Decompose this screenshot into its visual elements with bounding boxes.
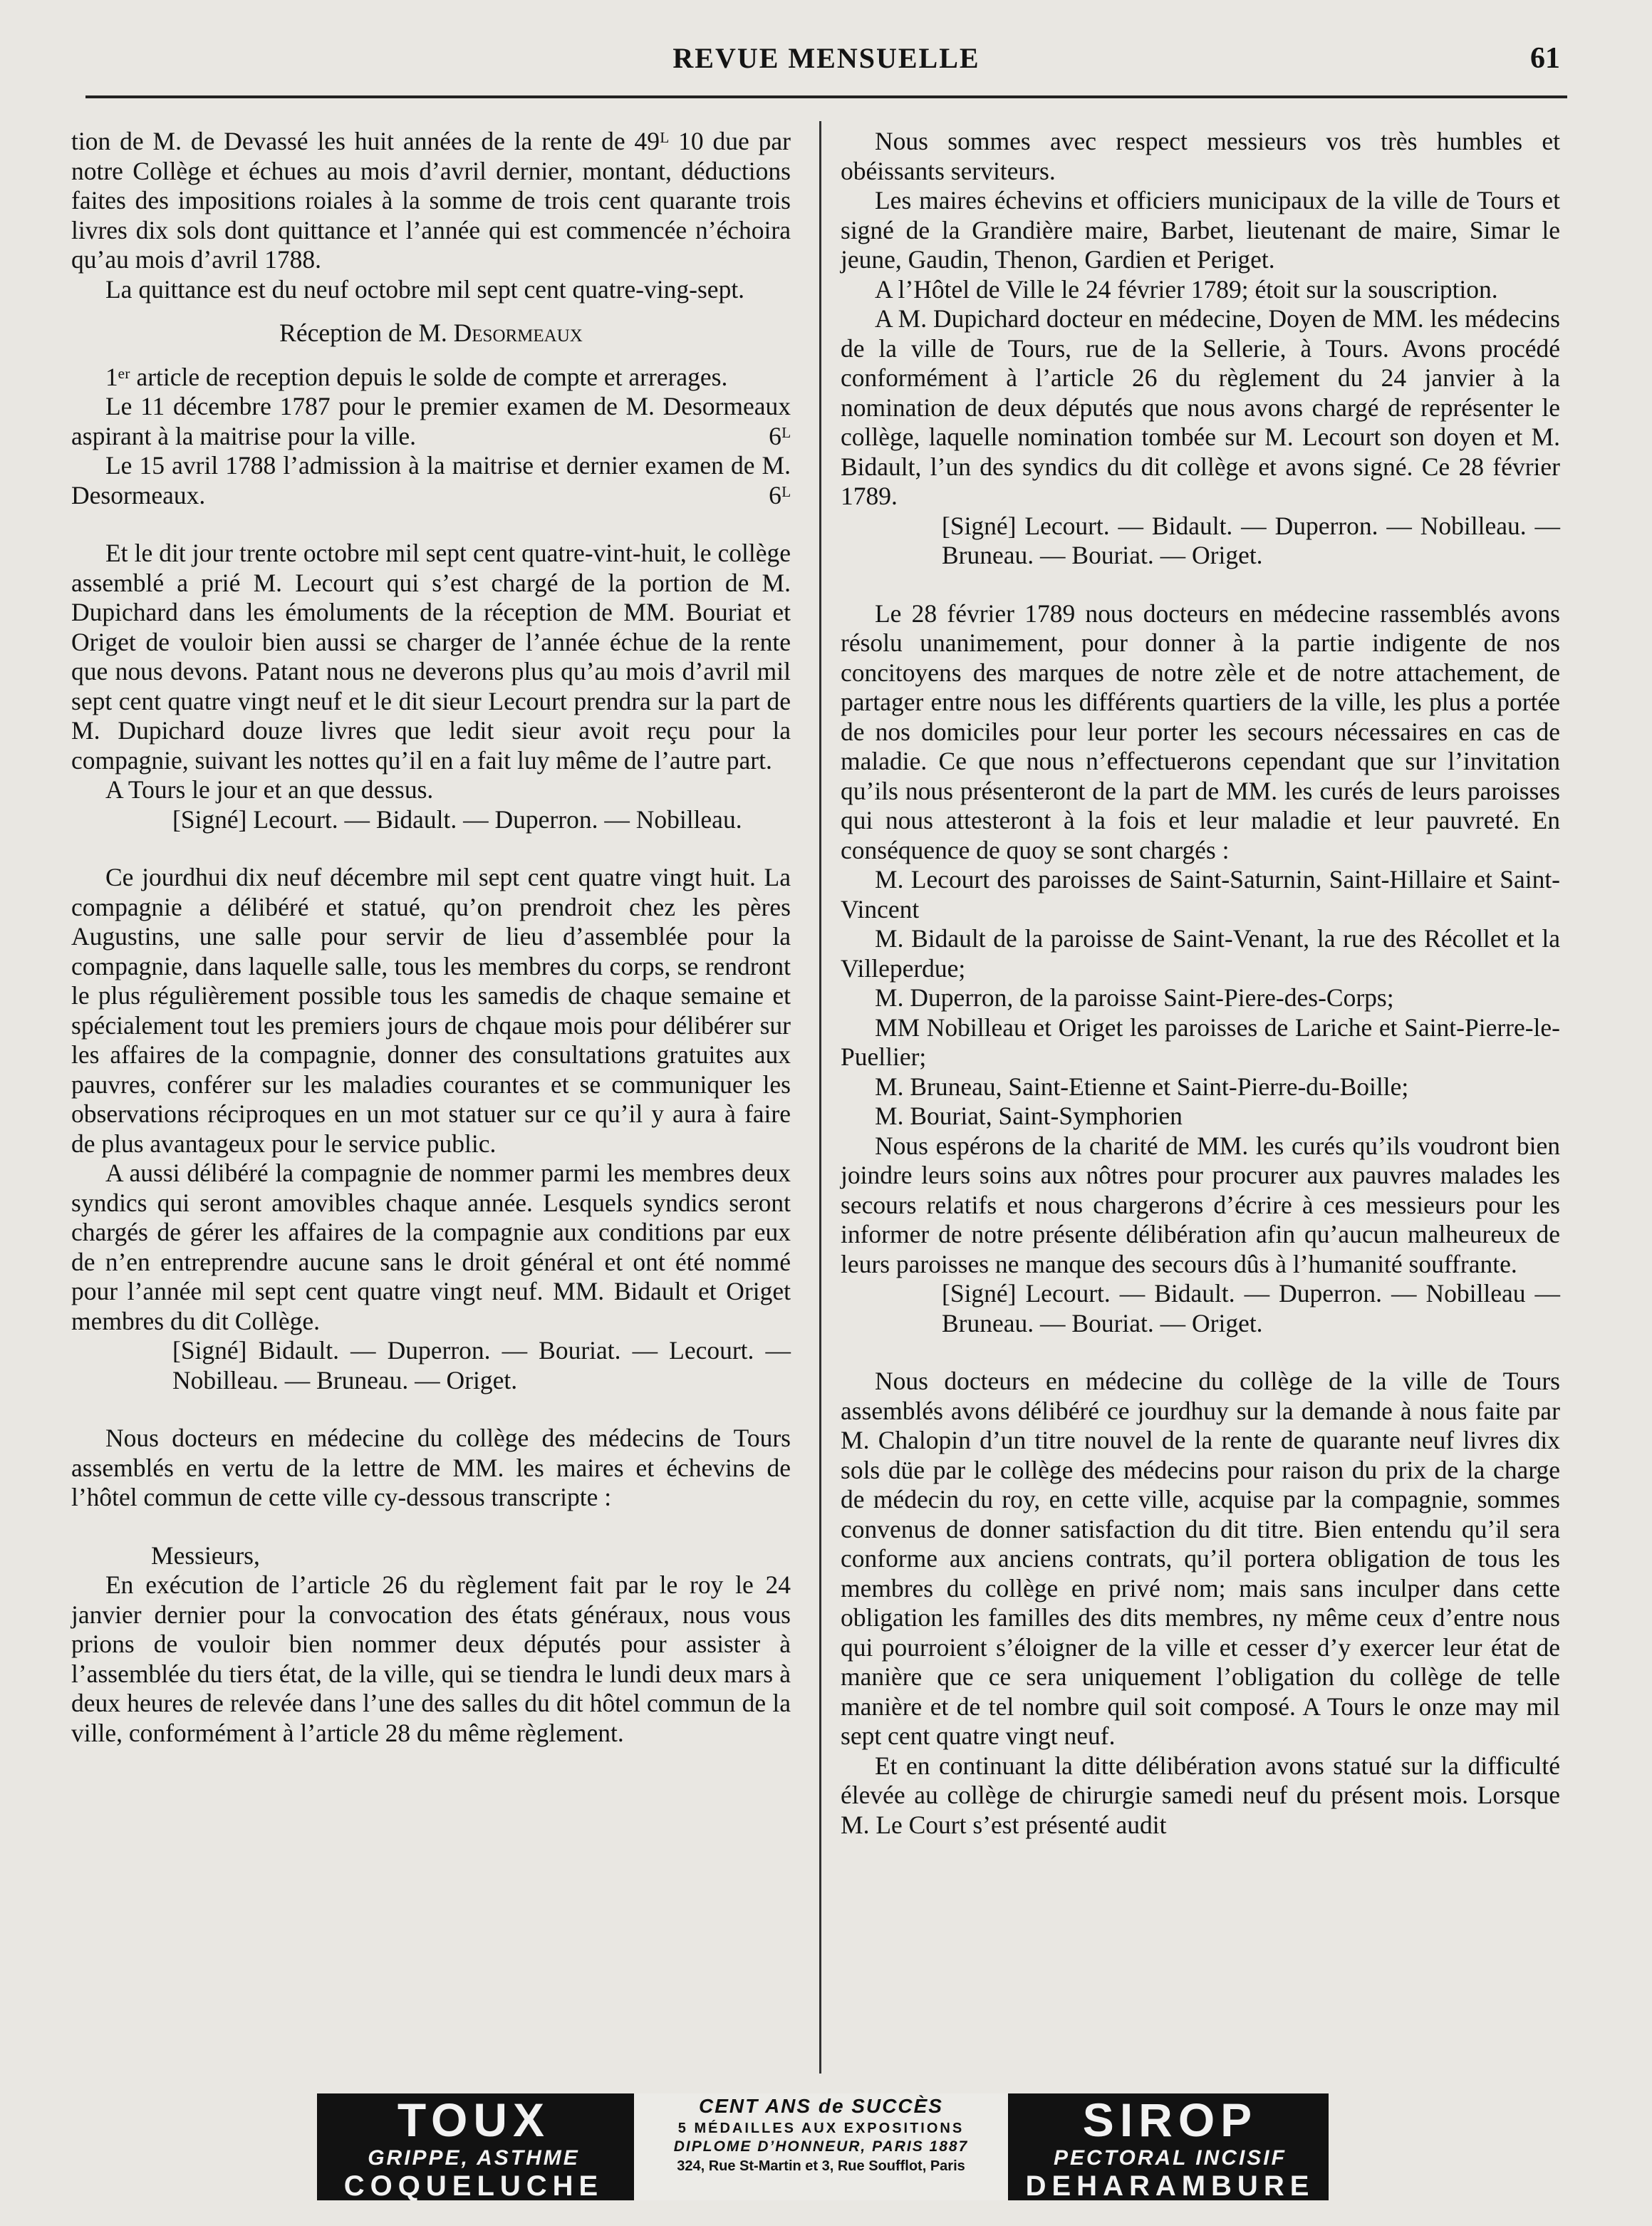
column-divider	[819, 121, 821, 2074]
page-number: 61	[1530, 42, 1560, 75]
paragraph: Et en continuant la ditte délibération avons statué sur la difficulté élevée au collège de chirurgie samedi neuf du présent mois. Lorsque M. Le Court s’est présenté audit	[841, 1751, 1560, 1839]
paragraph: M. Duperron, de la paroisse Saint-Piere-des-Corps;	[875, 983, 1394, 1012]
advert-right-panel	[1012, 2093, 1329, 2200]
signature-line: [Signé] Lecourt. — Bidault. — Duperron. — Nobilleau. — Bruneau. — Bouriat. — Origet.	[942, 511, 1560, 569]
advert-pectoral: PECTORAL INCISIF	[1054, 2146, 1287, 2170]
paragraph: Nous docteurs en médecine du collège de la ville de Tours assemblés avons délibéré ce jourdhuy sur la demande à nous faite par M. Chalopin d’un titre nouvel de la rente de quarante neuf livres dix sols düe par le collège des médecins pour raison du prix de la charge de médecin du roy, en cette ville, acquise par la compagnie, sommes convenus de donner satisfaction du dit titre. Bien entendu qu’il sera conforme aux anciens contrats, qu’il portera obligation de tous les membres du collège en privé nom; mais sans inculper dans cette obligation les familles des dits membres, ny même ceux d’entre nous qui pourroient s’éloigner de la ville et cesser d’y exercer leur état de manière que ce sera uniquement l’obligation du collège de telle manière et de tel nombre quil soit composé. A Tours le onze may mil sept cent quatre vingt neuf.	[841, 1367, 1560, 1750]
advert-left-panel	[317, 2093, 630, 2200]
advert-sirop: SIROP	[1082, 2093, 1258, 2146]
paragraph: M. Lecourt des paroisses de Saint-Saturnin, Saint-Hillaire et Saint-Vincent	[841, 865, 1560, 923]
paragraph: tion de M. de Devassé les huit années de la rente de 49ᴸ 10 due par notre Collège et échues au mois d’avril dernier, montant, déductions faites des impositions roiales à la somme de trois cent quarante trois livres dix sols dont quittance et l’année qui est commencée n’échoira qu’au mois d’avril 1788.	[71, 127, 791, 274]
paragraph: A M. Dupichard docteur en médecine, Doyen de MM. les médecins de la ville de Tours, rue de la Sellerie, à Tours. Avons procédé conformément à l’article 26 du règlement du 24 janvier à la nomination de deux députés que nous avons chargé de représenter le collège, laquelle nomination tombée sur M. Lecourt son doyen et M. Bidault, l’un des syndics du dit collège et avons signé. Ce 28 février 1789.	[841, 304, 1560, 510]
entry-text: Le 11 décembre 1787 pour le premier examen de M. Desormeaux aspirant à la maitrise pour la ville.	[71, 392, 791, 450]
paragraph: M. Bidault de la paroisse de Saint-Venant, la rue des Récollet et la Villeperdue;	[841, 924, 1560, 983]
advert-grippe: GRIPPE, ASTHME	[368, 2146, 580, 2170]
paragraph: A aussi délibéré la compagnie de nommer parmi les membres deux syndics qui seront amovibles chaque année. Lesquels syndics seront chargés de gérer les affaires de la compagnie aux conditions par eux de n’en entreprendre aucune sans le droit général et ont été nommé pour l’année mil sept cent quatre vingt neuf. MM. Bidault et Origet membres du dit Collège.	[71, 1159, 791, 1335]
paragraph: En exécution de l’article 26 du règlement fait par le roy le 24 janvier dernier pour la convocation des états généraux, nous vous prions de vouloir bien nommer deux députés pour assister à l’assemblée du tiers état, de la ville, qui se tiendra le lundi deux mars à deux heures de relevée dans l’une des salles du dit hôtel commun de la ville, conformément à l’article 28 du même règlement.	[71, 1570, 791, 1747]
paragraph: MM Nobilleau et Origet les paroisses de Lariche et Saint-Pierre-le-Puellier;	[841, 1013, 1560, 1071]
signature-line: [Signé] Lecourt. — Bidault. — Duperron. — Nobilleau — Bruneau. — Bouriat. — Origet.	[942, 1279, 1560, 1337]
left-column	[71, 127, 791, 1748]
entry-text: Le 15 avril 1788 l’admission à la maitrise et dernier examen de M. Desormeaux.	[71, 451, 791, 509]
advert-medals-line: 5 MÉDAILLES AUX EXPOSITIONS	[677, 2121, 965, 2136]
paragraph: A Tours le jour et an que dessus.	[105, 775, 434, 804]
paragraph: 1ᵉʳ article de reception depuis le solde de compte et arrerages.	[105, 362, 728, 391]
paragraph: M. Bouriat, Saint-Symphorien	[875, 1102, 1183, 1130]
journal-title: REVUE MENSUELLE	[672, 42, 980, 74]
paragraph	[71, 451, 791, 510]
advertisement	[317, 2093, 1329, 2200]
advert-coqueluche: COQUELUCHE	[343, 2170, 604, 2200]
section-heading	[71, 319, 791, 348]
heading-prefix: Réception de M.	[279, 319, 454, 347]
advert-deharambure: DEHARAMBURE	[1025, 2170, 1315, 2200]
advert-toux: TOUX	[397, 2093, 551, 2146]
paragraph: La quittance est du neuf octobre mil sept cent quatre-ving-sept.	[105, 274, 745, 304]
paragraph: Et le dit jour trente octobre mil sept cent quatre-vint-huit, le collège assemblé a prié M. Lecourt qui s’est chargé de la portion de M. Dupichard dans les émoluments de la réception de MM. Bouriat et Origet de vouloir bien aussi se charger de l’année échue de la rente que nous devons. Patant nous ne deverons plus qu’au mois d’avril mil sept cent quatre vingt neuf et le dit sieur Lecourt prendra sur la part de M. Dupichard douze livres que ledit sieur avoit reçu pour la compagnie, suivant les nottes qu’il en a fait luy même de l’autre part.	[71, 539, 791, 775]
paragraph: Nous docteurs en médecine du collège des médecins de Tours assemblés en vertu de la lettre de MM. les maires et échevins de l’hôtel commun de cette ville cy-dessous transcripte :	[71, 1424, 791, 1511]
paragraph	[71, 392, 791, 451]
paragraph: M. Bruneau, Saint-Etienne et Saint-Pierre-du-Boille;	[875, 1072, 1409, 1101]
paragraph: Nous espérons de la charité de MM. les curés qu’ils voudront bien joindre leurs soins aux nôtres pour procurer aux pauvres malades les secours relatifs et nous chargerons d’écrire à ces messieurs pour les informer de notre présente délibération afin qu’aucun malheureux de leurs paroisses ne manque des secours dûs à l’humanité souffrante.	[841, 1131, 1560, 1278]
paragraph: Ce jourdhui dix neuf décembre mil sept cent quatre vingt huit. La compagnie a délibéré et statué, qu’on prendroit chez les pères Augustins, une salle pour servir de lieu d’assemblée pour la compagnie, dans laquelle salle, tous les membres du corps, se rendront le plus régulièrement possible tous les samedis de chaque semaine et spécialement tout les premiers jours de chqaue mois pour délibérer sur les affaires de la compagnie, donner des consultations gratuites aux pauvres, conférer sur les maladies courantes et se communiquer les observations réciproques en un mot statuer sur ce qu’il y aura à faire de plus avantageux pour le service public.	[71, 863, 791, 1158]
header-rule	[85, 95, 1567, 98]
signature-line: [Signé] Bidault. — Duperron. — Bouriat. — Lecourt. — Nobilleau. — Bruneau. — Origet.	[172, 1336, 791, 1394]
advert-address-line: 324, Rue St-Martin et 3, Rue Soufflot, Paris	[677, 2158, 965, 2174]
advert-center-panel	[634, 2093, 1008, 2200]
advert-success-line: CENT ANS de SUCCÈS	[698, 2095, 943, 2117]
entry-amount: 6ᴸ	[769, 421, 791, 450]
running-header	[85, 41, 1567, 84]
paragraph: Nous sommes avec respect messieurs vos très humbles et obéissants serviteurs.	[841, 127, 1560, 185]
paragraph: Les maires échevins et officiers municipaux de la ville de Tours et signé de la Grandière maire, Barbet, lieutenant de maire, Simar le jeune, Gaudin, Thenon, Gardien et Periget.	[841, 186, 1560, 274]
right-column	[841, 127, 1560, 1840]
signature-line: [Signé] Lecourt. — Bidault. — Duperron. — Nobilleau.	[172, 804, 742, 834]
heading-name: Desormeaux	[453, 319, 583, 347]
advert-diploma-line: DIPLOME D’HONNEUR, PARIS 1887	[673, 2138, 969, 2155]
entry-amount: 6ᴸ	[769, 480, 791, 509]
paragraph: Le 28 février 1789 nous docteurs en médecine rassemblés avons résolu unanimement, pour donner à la partie indigente de nos concitoyens des marques de notre zèle et de notre attachement, de partager entre nous les différents quartiers de la ville, les plus a portée de nos domiciles pour leur porter les secours nécessaires en cas de maladie. Ce que nous n’effectuerons cependant que sur l’invitation qu’ils nous présenteront de la part de MM. les curés de leurs paroisses qui nous attesteront à la fois et leur maladie et leur pauvreté. En conséquence de quoy se sont chargés :	[841, 599, 1560, 864]
salutation: Messieurs,	[151, 1541, 260, 1570]
paragraph: A l’Hôtel de Ville le 24 février 1789; étoit sur la souscription.	[875, 274, 1498, 304]
